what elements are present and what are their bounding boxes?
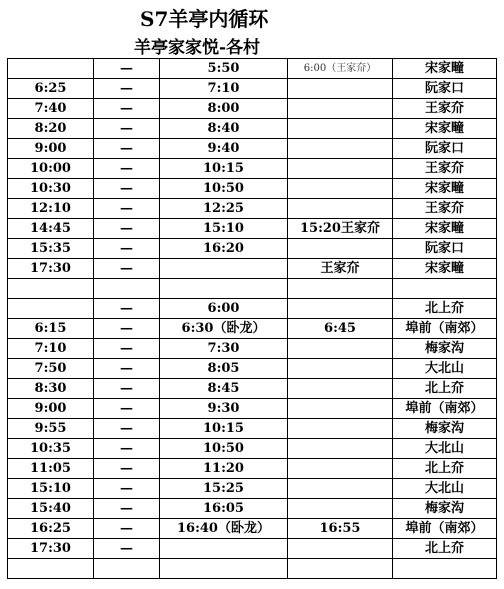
transfer-note-cell (288, 279, 393, 299)
destination-cell: 梅家沟 (393, 419, 497, 439)
arrive-time-cell: 11:20 (160, 459, 288, 479)
destination-cell: 埠前（南郊） (393, 399, 497, 419)
depart-time-cell: 10:35 (8, 439, 94, 459)
arrive-time-cell: 15:25 (160, 479, 288, 499)
transfer-note-cell (288, 559, 393, 579)
arrive-time-cell: 10:15 (160, 159, 288, 179)
depart-time-cell: 8:30 (8, 379, 94, 399)
table-row (8, 319, 497, 339)
arrive-time-cell: 9:30 (160, 399, 288, 419)
transfer-note-cell (288, 419, 393, 439)
destination-cell: 埠前（南郊） (393, 519, 497, 539)
arrive-time-cell: 12:25 (160, 199, 288, 219)
dash-cell: — (94, 379, 160, 399)
table-row (8, 279, 497, 299)
arrive-time-cell: 6:30（卧龙） (160, 319, 288, 339)
destination-cell: 王家夼 (393, 99, 497, 119)
destination-cell: 阮家口 (393, 79, 497, 99)
depart-time-cell: 6:25 (8, 79, 94, 99)
destination-cell: 梅家沟 (393, 499, 497, 519)
arrive-time-cell: 16:20 (160, 239, 288, 259)
transfer-note-cell (288, 459, 393, 479)
dash-cell (94, 279, 160, 299)
destination-cell: 梅家沟 (393, 339, 497, 359)
table-row (8, 99, 497, 119)
destination-cell: 阮家口 (393, 139, 497, 159)
transfer-note-cell (288, 119, 393, 139)
dash-cell: — (94, 139, 160, 159)
transfer-note-cell (288, 179, 393, 199)
dash-cell: — (94, 459, 160, 479)
destination-cell: 大北山 (393, 359, 497, 379)
arrive-time-cell: 7:30 (160, 339, 288, 359)
page-title: S7羊亭内循环 (140, 7, 269, 31)
depart-time-cell (8, 299, 94, 319)
transfer-note-cell (288, 99, 393, 119)
transfer-note-cell (288, 439, 393, 459)
transfer-note-cell (288, 479, 393, 499)
arrive-time-cell: 10:50 (160, 179, 288, 199)
destination-cell: 宋家疃 (393, 59, 497, 79)
table-row (8, 119, 497, 139)
dash-cell: — (94, 339, 160, 359)
destination-cell: 大北山 (393, 479, 497, 499)
depart-time-cell: 17:30 (8, 259, 94, 279)
destination-cell: 北上夼 (393, 379, 497, 399)
arrive-time-cell: 7:10 (160, 79, 288, 99)
destination-cell: 阮家口 (393, 239, 497, 259)
dash-cell: — (94, 219, 160, 239)
destination-cell: 北上夼 (393, 459, 497, 479)
table-row (8, 459, 497, 479)
destination-cell: 王家夼 (393, 199, 497, 219)
dash-cell: — (94, 119, 160, 139)
arrive-time-cell (160, 259, 288, 279)
table-row (8, 439, 497, 459)
dash-cell: — (94, 59, 160, 79)
dash-cell: — (94, 359, 160, 379)
transfer-note-cell (288, 299, 393, 319)
timetable-body (8, 59, 497, 579)
depart-time-cell (8, 279, 94, 299)
transfer-note-cell: 16:55 (288, 519, 393, 539)
table-row (8, 79, 497, 99)
dash-cell: — (94, 479, 160, 499)
table-row (8, 199, 497, 219)
arrive-time-cell: 8:45 (160, 379, 288, 399)
dash-cell: — (94, 239, 160, 259)
depart-time-cell (8, 59, 94, 79)
depart-time-cell: 6:15 (8, 319, 94, 339)
dash-cell: — (94, 199, 160, 219)
arrive-time-cell (160, 279, 288, 299)
destination-cell: 宋家疃 (393, 179, 497, 199)
depart-time-cell (8, 559, 94, 579)
depart-time-cell: 9:00 (8, 139, 94, 159)
dash-cell: — (94, 99, 160, 119)
transfer-note-cell: 6:00（王家夼） (288, 59, 393, 79)
dash-cell: — (94, 79, 160, 99)
arrive-time-cell: 8:00 (160, 99, 288, 119)
transfer-note-cell (288, 239, 393, 259)
destination-cell: 宋家疃 (393, 119, 497, 139)
depart-time-cell: 15:35 (8, 239, 94, 259)
transfer-note-cell: 6:45 (288, 319, 393, 339)
transfer-note-cell (288, 79, 393, 99)
arrive-time-cell: 15:10 (160, 219, 288, 239)
dash-cell: — (94, 439, 160, 459)
transfer-note-cell (288, 159, 393, 179)
depart-time-cell: 10:00 (8, 159, 94, 179)
destination-cell (393, 559, 497, 579)
depart-time-cell: 7:10 (8, 339, 94, 359)
table-row (8, 259, 497, 279)
destination-cell: 埠前（南郊） (393, 319, 497, 339)
depart-time-cell: 14:45 (8, 219, 94, 239)
depart-time-cell: 7:40 (8, 99, 94, 119)
table-row (8, 299, 497, 319)
destination-cell: 大北山 (393, 439, 497, 459)
table-row (8, 399, 497, 419)
table-row (8, 479, 497, 499)
table-row (8, 519, 497, 539)
depart-time-cell: 9:55 (8, 419, 94, 439)
table-row (8, 559, 497, 579)
table-row (8, 239, 497, 259)
table-row (8, 419, 497, 439)
depart-time-cell: 15:10 (8, 479, 94, 499)
destination-cell: 王家夼 (393, 159, 497, 179)
table-row (8, 139, 497, 159)
dash-cell: — (94, 259, 160, 279)
destination-cell: 宋家疃 (393, 219, 497, 239)
arrive-time-cell (160, 539, 288, 559)
arrive-time-cell: 5:50 (160, 59, 288, 79)
dash-cell: — (94, 159, 160, 179)
destination-cell: 北上夼 (393, 299, 497, 319)
destination-cell: 宋家疃 (393, 259, 497, 279)
depart-time-cell: 12:10 (8, 199, 94, 219)
transfer-note-cell (288, 199, 393, 219)
destination-cell (393, 279, 497, 299)
arrive-time-cell (160, 559, 288, 579)
depart-time-cell: 11:05 (8, 459, 94, 479)
destination-cell: 北上夼 (393, 539, 497, 559)
arrive-time-cell: 8:05 (160, 359, 288, 379)
arrive-time-cell: 6:00 (160, 299, 288, 319)
arrive-time-cell: 9:40 (160, 139, 288, 159)
dash-cell: — (94, 179, 160, 199)
table-row (8, 539, 497, 559)
table-row (8, 359, 497, 379)
depart-time-cell: 10:30 (8, 179, 94, 199)
dash-cell: — (94, 519, 160, 539)
table-row (8, 339, 497, 359)
arrive-time-cell: 16:40（卧龙） (160, 519, 288, 539)
table-row (8, 179, 497, 199)
depart-time-cell: 8:20 (8, 119, 94, 139)
transfer-note-cell: 王家夼 (288, 259, 393, 279)
arrive-time-cell: 8:40 (160, 119, 288, 139)
dash-cell: — (94, 419, 160, 439)
transfer-note-cell (288, 399, 393, 419)
timetable (7, 58, 497, 579)
transfer-note-cell (288, 379, 393, 399)
arrive-time-cell: 10:50 (160, 439, 288, 459)
dash-cell: — (94, 499, 160, 519)
depart-time-cell: 16:25 (8, 519, 94, 539)
depart-time-cell: 17:30 (8, 539, 94, 559)
dash-cell: — (94, 299, 160, 319)
transfer-note-cell: 15:20王家夼 (288, 219, 393, 239)
depart-time-cell: 15:40 (8, 499, 94, 519)
table-row (8, 379, 497, 399)
dash-cell (94, 559, 160, 579)
arrive-time-cell: 16:05 (160, 499, 288, 519)
transfer-note-cell (288, 499, 393, 519)
dash-cell: — (94, 399, 160, 419)
depart-time-cell: 7:50 (8, 359, 94, 379)
transfer-note-cell (288, 139, 393, 159)
route-subtitle: 羊亭家家悦-各村 (134, 38, 261, 58)
transfer-note-cell (288, 359, 393, 379)
dash-cell: — (94, 539, 160, 559)
transfer-note-cell (288, 539, 393, 559)
table-row (8, 499, 497, 519)
table-row (8, 59, 497, 79)
depart-time-cell: 9:00 (8, 399, 94, 419)
table-row (8, 159, 497, 179)
dash-cell: — (94, 319, 160, 339)
arrive-time-cell: 10:15 (160, 419, 288, 439)
table-row (8, 219, 497, 239)
transfer-note-cell (288, 339, 393, 359)
